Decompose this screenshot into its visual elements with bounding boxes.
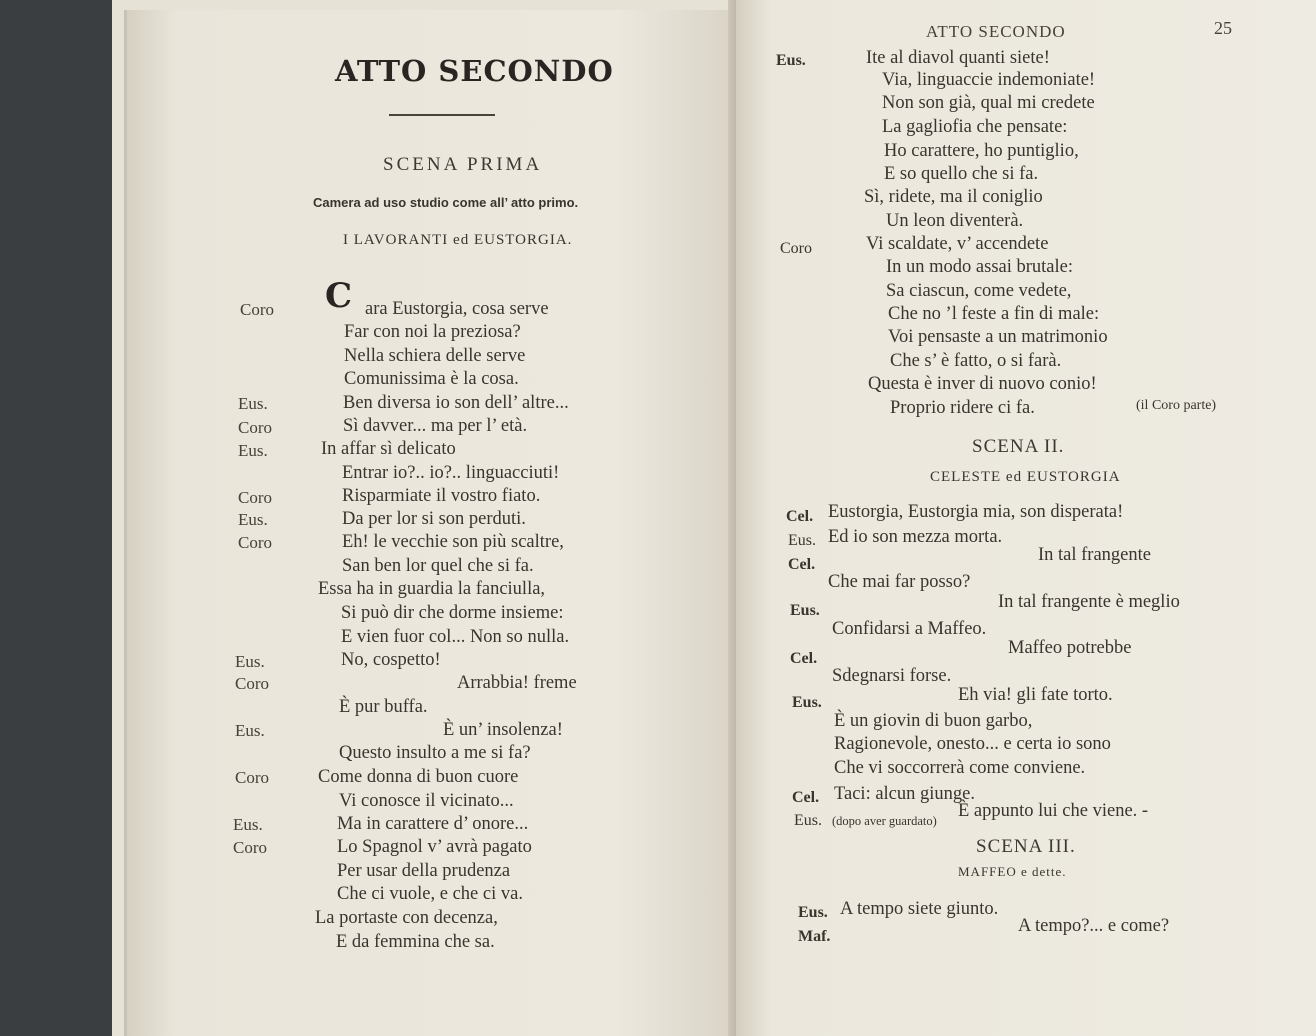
verse-line: Un leon diventerà. bbox=[886, 211, 1024, 231]
speaker-label: Coro bbox=[235, 768, 269, 787]
speaker-label: Cel. bbox=[786, 508, 814, 525]
speaker-label: Coro bbox=[233, 838, 267, 857]
verse-line: Si può dir che dorme insieme: bbox=[341, 603, 564, 623]
verse-line: Sì davver... ma per l’ età. bbox=[343, 416, 528, 436]
scanner-background bbox=[0, 0, 112, 1036]
left-page bbox=[124, 10, 739, 1036]
verse-line: Vi scaldate, v’ accendete bbox=[866, 234, 1049, 254]
scene-heading: SCENA PRIMA bbox=[383, 154, 543, 175]
verse-line: In affar sì delicato bbox=[321, 439, 456, 459]
verse-line: Che no ’l feste a fin di male: bbox=[888, 304, 1100, 324]
verse-line: Che ci vuole, e che ci va. bbox=[337, 884, 523, 904]
verse-line: Per usar della prudenza bbox=[337, 861, 511, 881]
scene-heading: SCENA III. bbox=[976, 836, 1076, 857]
scene-heading: SCENA II. bbox=[972, 436, 1065, 457]
verse-line: Questa è inver di nuovo conio! bbox=[868, 374, 1097, 394]
dialogue-line: Eh via! gli fate torto. bbox=[958, 685, 1113, 705]
verse-line: Non son già, qual mi credete bbox=[882, 93, 1095, 113]
speaker-label: Eus. bbox=[238, 441, 268, 460]
speaker-label: Eus. bbox=[235, 652, 265, 671]
verse-line: Che s’ è fatto, o si farà. bbox=[890, 351, 1062, 371]
speaker-label: Coro bbox=[780, 240, 812, 257]
speaker-label: Maf. bbox=[798, 928, 831, 945]
verse-line: E so quello che si fa. bbox=[884, 164, 1039, 184]
dialogue-line: Confidarsi a Maffeo. bbox=[832, 619, 987, 639]
verse-line: Come donna di buon cuore bbox=[318, 767, 519, 787]
open-book bbox=[112, 0, 1316, 1036]
verse-line: Far con noi la preziosa? bbox=[344, 322, 521, 342]
verse-line: Sa ciascun, come vedete, bbox=[886, 281, 1072, 301]
verse-line: San ben lor quel che si fa. bbox=[342, 556, 534, 576]
speaker-label: Coro bbox=[238, 488, 272, 507]
speaker-label: Eus. bbox=[792, 694, 822, 711]
dialogue-line: In tal frangente bbox=[1038, 545, 1151, 565]
verse-line: È pur buffa. bbox=[339, 697, 428, 717]
dialogue-line: Che vi soccorrerà come conviene. bbox=[834, 758, 1086, 778]
verse-line: Voi pensaste a un matrimonio bbox=[888, 327, 1108, 347]
stage-direction: (il Coro parte) bbox=[1136, 398, 1217, 413]
verse-line: La gagliofia che pensate: bbox=[882, 117, 1068, 137]
verse-line: Risparmiate il vostro fiato. bbox=[342, 486, 541, 506]
verse-line: Ma in carattere d’ onore... bbox=[337, 814, 529, 834]
drop-capital: C bbox=[325, 276, 353, 316]
scene-setting: Camera ad uso studio come all’ atto primo. bbox=[313, 195, 579, 210]
verse-line: Lo Spagnol v’ avrà pagato bbox=[337, 837, 532, 857]
verse-line: Via, linguaccie indemoniate! bbox=[882, 70, 1096, 90]
verse-line: Entrar io?.. io?.. linguacciuti! bbox=[342, 463, 560, 483]
speaker-label: Coro bbox=[240, 300, 274, 319]
speaker-label: Eus. bbox=[798, 904, 828, 921]
dialogue-line: Eustorgia, Eustorgia mia, son disperata! bbox=[828, 502, 1124, 522]
verse-line: Questo insulto a me si fa? bbox=[339, 743, 531, 763]
dialogue-line: È appunto lui che viene. - bbox=[958, 801, 1149, 821]
speaker-label: Eus. bbox=[794, 812, 822, 829]
verse-line: E vien fuor col... Non so nulla. bbox=[341, 627, 570, 647]
verse-line: Arrabbia! freme bbox=[457, 673, 577, 693]
scene-characters: CELESTE ed EUSTORGIA bbox=[930, 469, 1121, 485]
speaker-label: Eus. bbox=[233, 815, 263, 834]
dialogue-line: A tempo siete giunto. bbox=[840, 899, 999, 919]
speaker-label: Eus. bbox=[790, 602, 820, 619]
dialogue-line: Maffeo potrebbe bbox=[1008, 638, 1132, 658]
verse-line: Ite al diavol quanti siete! bbox=[866, 48, 1050, 68]
verse-line: Ho carattere, ho puntiglio, bbox=[884, 141, 1079, 161]
verse-line: In un modo assai brutale: bbox=[886, 257, 1074, 277]
speaker-label: Eus. bbox=[238, 394, 268, 413]
verse-line: Comunissima è la cosa. bbox=[344, 369, 519, 389]
dialogue-line: Sdegnarsi forse. bbox=[832, 666, 952, 686]
speaker-label: Cel. bbox=[792, 789, 820, 806]
speaker-label: Eus. bbox=[776, 52, 806, 69]
speaker-label: Eus. bbox=[788, 532, 816, 549]
verse-line: Nella schiera delle serve bbox=[344, 346, 526, 366]
right-page bbox=[736, 0, 1316, 1036]
verse-line: Eh! le vecchie son più scaltre, bbox=[342, 532, 564, 552]
dialogue-line: Che mai far posso? bbox=[828, 572, 971, 592]
verse-line: Ben diversa io son dell’ altre... bbox=[343, 393, 569, 413]
dialogue-line: Taci: alcun giunge. bbox=[834, 784, 975, 804]
title-rule bbox=[389, 114, 495, 116]
running-head: ATTO SECONDO bbox=[926, 22, 1066, 41]
speaker-label: Coro bbox=[235, 674, 269, 693]
verse-line: Proprio ridere ci fa. bbox=[890, 398, 1035, 418]
dialogue-line: Ragionevole, onesto... e certa io sono bbox=[834, 734, 1111, 754]
verse-line: E da femmina che sa. bbox=[336, 932, 495, 952]
speaker-label: Eus. bbox=[235, 721, 265, 740]
act-title: ATTO SECONDO bbox=[335, 54, 614, 88]
verse-line: La portaste con decenza, bbox=[315, 908, 498, 928]
speaker-label: Coro bbox=[238, 418, 272, 437]
speaker-label: Coro bbox=[238, 533, 272, 552]
speaker-label: Cel. bbox=[788, 556, 816, 573]
dialogue-line: In tal frangente è meglio bbox=[998, 592, 1180, 612]
verse-line: No, cospetto! bbox=[341, 650, 441, 670]
speaker-label: Cel. bbox=[790, 650, 818, 667]
verse-line: È un’ insolenza! bbox=[443, 720, 563, 740]
page-number: 25 bbox=[1214, 18, 1232, 38]
scene-characters: I LAVORANTI ed EUSTORGIA. bbox=[343, 232, 573, 248]
verse-line: ara Eustorgia, cosa serve bbox=[365, 299, 549, 319]
verse-line: Essa ha in guardia la fanciulla, bbox=[318, 579, 546, 599]
verse-line: Da per lor si son perduti. bbox=[342, 509, 526, 529]
dialogue-line: Ed io son mezza morta. bbox=[828, 527, 1003, 547]
speaker-label: Eus. bbox=[238, 510, 268, 529]
verse-line: Vi conosce il vicinato... bbox=[339, 791, 514, 811]
scene-characters: MAFFEO e dette. bbox=[958, 864, 1067, 879]
stage-direction: (dopo aver guardato) bbox=[832, 814, 937, 828]
dialogue-line: È un giovin di buon garbo, bbox=[834, 711, 1033, 731]
verse-line: Sì, ridete, ma il coniglio bbox=[864, 187, 1043, 207]
dialogue-line: A tempo?... e come? bbox=[1018, 916, 1170, 936]
